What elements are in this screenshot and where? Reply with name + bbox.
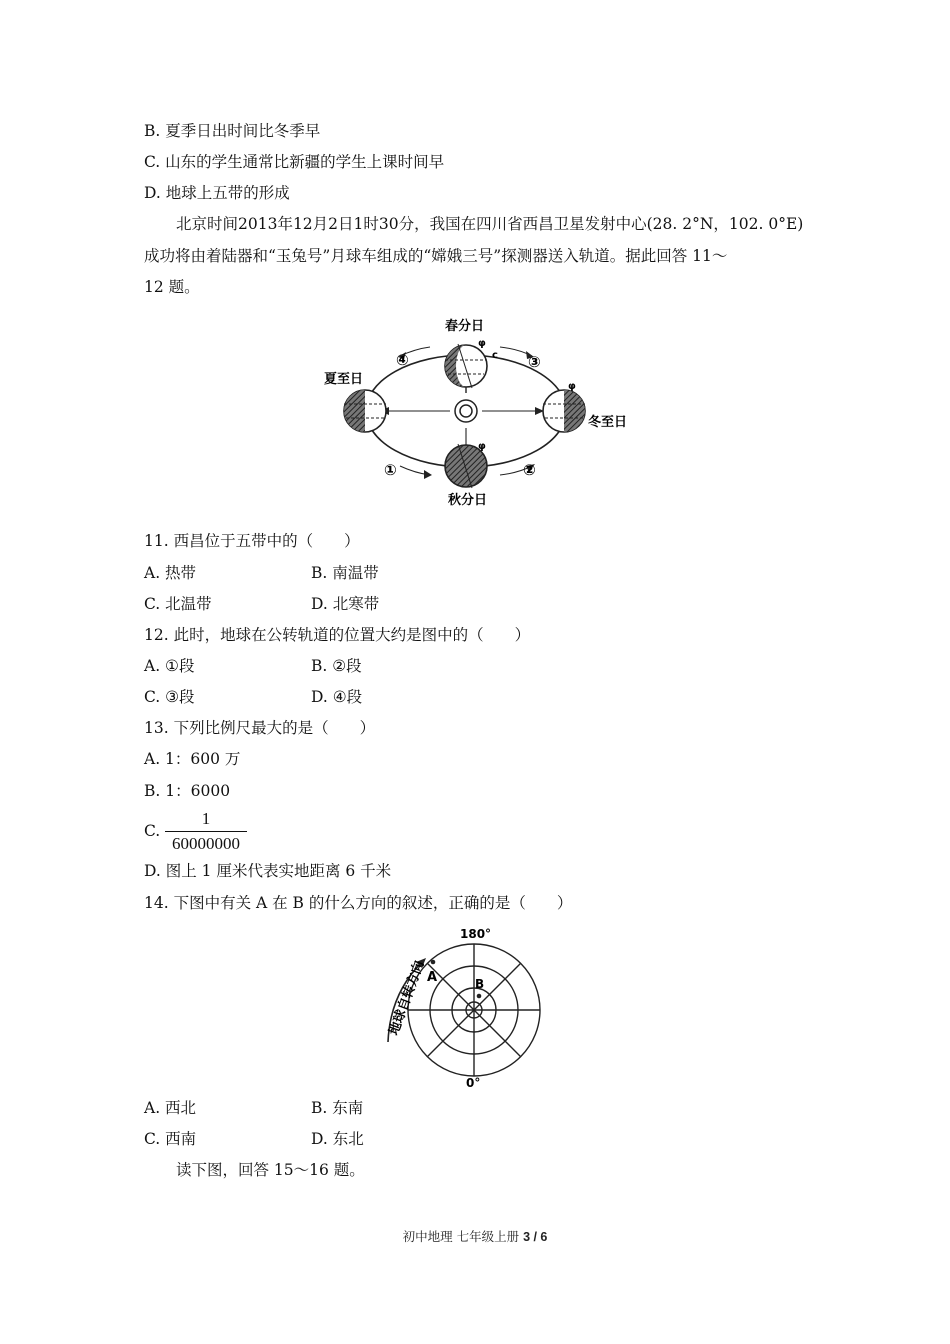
q13-option-d: D. 图上 1 厘米代表实地距离 6 千米 xyxy=(144,862,392,880)
q13-option-c-fraction xyxy=(165,808,247,855)
page-footer xyxy=(0,1227,950,1245)
svg-text:φ: φ xyxy=(478,338,486,349)
q14-option-d: D. 东北 xyxy=(311,1130,364,1148)
passage2: 读下图，回答 15～16 题。 xyxy=(176,1161,365,1179)
label-autumn-equinox: 秋分日 xyxy=(448,493,488,508)
q12-option-c: C. ③段 xyxy=(144,688,195,706)
svg-text:φ: φ xyxy=(478,441,486,452)
q14-option-b: B. 东南 xyxy=(311,1099,364,1117)
footer-subject: 初中地理 七年级上册 xyxy=(402,1229,524,1244)
q13-stem: 13. 下列比例尺最大的是（ ） xyxy=(144,719,376,737)
q11-option-c: C. 北温带 xyxy=(144,595,212,613)
q14-stem: 14. 下图中有关 A 在 B 的什么方向的叙述，正确的是（ ） xyxy=(144,894,573,912)
label-180: 180° xyxy=(460,927,492,941)
segment-3: ③ xyxy=(528,353,541,371)
passage1-line1: 北京时间2013年12月2日1时30分，我国在四川省西昌卫星发射中心(28. 2°N，102. 0°E) xyxy=(176,215,804,233)
sun-icon xyxy=(455,400,477,422)
passage1-line3: 12 题。 xyxy=(144,278,200,296)
q11-stem: 11. 西昌位于五带中的（ ） xyxy=(144,532,360,550)
label-spring-equinox: 春分日 xyxy=(445,319,485,334)
earth-orbit-diagram xyxy=(300,308,640,518)
label-0: 0° xyxy=(466,1076,481,1089)
q10-option-b: B. 夏季日出时间比冬季早 xyxy=(144,122,321,140)
q11-option-a: A. 热带 xyxy=(144,564,197,582)
segment-4: ④ xyxy=(396,351,409,369)
q10-option-d: D. 地球上五带的形成 xyxy=(144,184,290,202)
q13-option-c-prefix: C. xyxy=(144,822,161,840)
q12-option-b: B. ②段 xyxy=(311,657,362,675)
label-c: c xyxy=(492,350,498,361)
svg-text:φ: φ xyxy=(568,381,576,392)
earth-winter-solstice xyxy=(543,390,585,432)
fraction-bar xyxy=(165,831,247,832)
point-a-marker xyxy=(431,960,436,965)
label-summer-solstice: 夏至日 xyxy=(324,372,364,387)
q12-stem: 12. 此时，地球在公转轨道的位置大约是图中的（ ） xyxy=(144,626,531,644)
polar-view-diagram xyxy=(378,924,548,1089)
point-a-label: A xyxy=(427,970,438,985)
rotation-direction-label: 地球自转方向 xyxy=(386,958,428,1038)
point-b-marker xyxy=(477,994,482,999)
q14-option-a: A. 西北 xyxy=(144,1099,197,1117)
earth-summer-solstice xyxy=(344,390,386,432)
label-winter-solstice: 冬至日 xyxy=(588,415,628,430)
fraction-denominator: 60000000 xyxy=(172,834,240,853)
segment-2: ② xyxy=(523,461,536,479)
q13-option-a: A. 1：600 万 xyxy=(144,750,241,768)
q14-option-c: C. 西南 xyxy=(144,1130,197,1148)
passage1-line2: 成功将由着陆器和“玉兔号”月球车组成的“嫦娥三号”探测器送入轨道。据此回答 11～ xyxy=(144,247,728,265)
q11-option-d: D. 北寒带 xyxy=(311,595,380,613)
q10-option-c: C. 山东的学生通常比新疆的学生上课时间早 xyxy=(144,153,445,171)
q12-option-a: A. ①段 xyxy=(144,657,195,675)
segment-1: ① xyxy=(384,461,397,479)
page-number: 3 / 6 xyxy=(523,1230,548,1244)
fraction-numerator: 1 xyxy=(201,809,211,828)
q12-option-d: D. ④段 xyxy=(311,688,363,706)
point-b-label: B xyxy=(475,977,485,991)
earth-spring-equinox xyxy=(445,344,487,388)
q11-option-b: B. 南温带 xyxy=(311,564,379,582)
q13-option-b: B. 1：6000 xyxy=(144,782,231,800)
